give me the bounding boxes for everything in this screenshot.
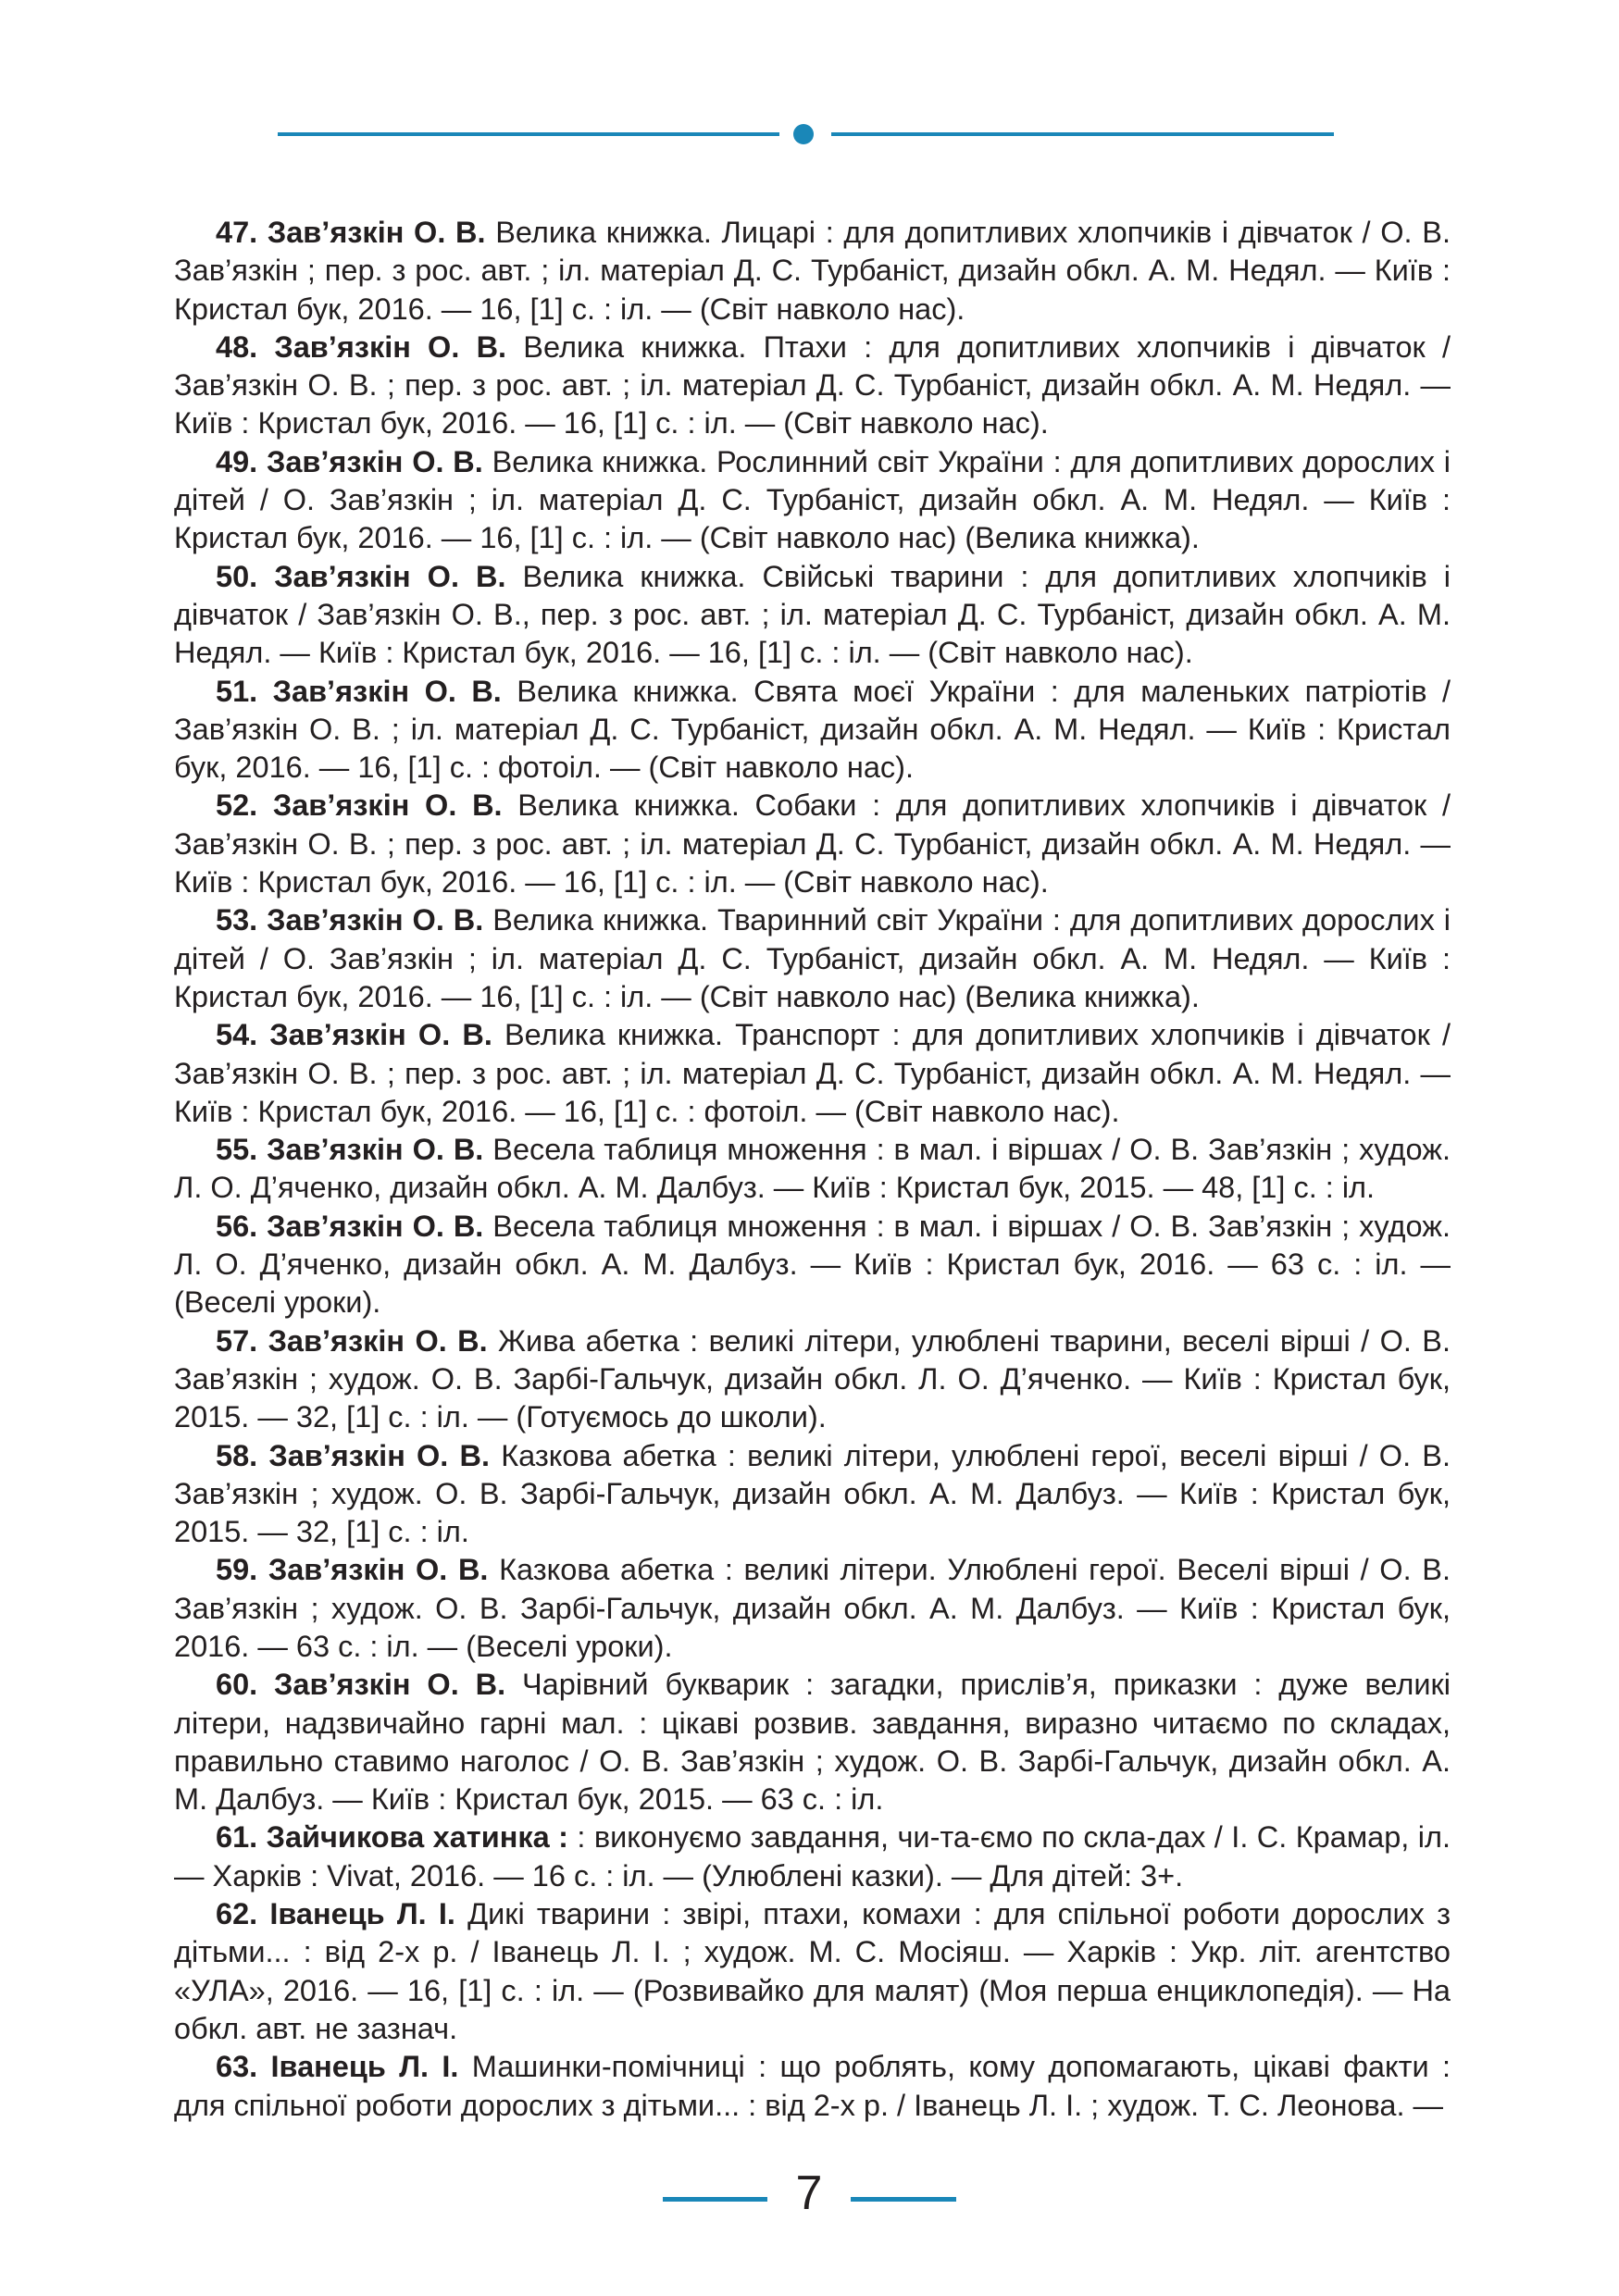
entry-text: Велика книжка. Транспорт : для допитливих хлопчиків і дівчаток / Зав’язкін О. В. ; пер. з рос. авт. ; іл. матеріал Д. С. Турбаніст, дизайн обкл. А. М. Недял. — Київ : Кристал бук, 2016. — 16, [1] с. : фотоіл. — (Світ навколо нас). — [174, 1018, 1451, 1128]
bibliography-entry — [174, 1322, 1451, 1437]
entry-text: Велика книжка. Свята моєї України : для маленьких патріотів / Зав’язкін О. В. ; іл. матеріал Д. С. Турбаніст, дизайн обкл. А. М. Недял. — Київ : Кристал бук, 2016. — 16, [1] с. : фотоіл. — (Світ навколо нас). — [174, 674, 1451, 785]
bibliography-entry — [174, 1551, 1451, 1666]
entry-heading: 47. Зав’язкін О. В. — [216, 216, 486, 249]
bibliography-entry — [174, 443, 1451, 558]
entry-text: Казкова абетка : великі літери, улюблені герої, веселі вірші / О. В. Зав’язкін ; худож. О. В. Зарбі-Гальчук, дизайн обкл. А. М. Далбуз. — Київ : Кристал бук, 2015. — 32, [1] с. : іл. — [174, 1438, 1451, 1549]
header-dot-ornament — [793, 124, 814, 144]
entry-text: Жива абетка : великі літери, улюблені тварини, веселі вірші / О. В. Зав’язкін ; худож. О. В. Зарбі-Гальчук, дизайн обкл. Л. О. Д’яченко. — Київ : Кристал бук, 2015. — 32, [1] с. : іл. — (Готуємось до школи). — [174, 1323, 1451, 1434]
entry-heading: 53. Зав’язкін О. В. — [216, 903, 484, 937]
entry-heading: 58. Зав’язкін О. В. — [216, 1438, 491, 1472]
entry-text: : виконуємо завдання, чи-та-ємо по скла-дах / І. С. Крамар, іл. — Харків : Vivat, 2016. — 16 с. : іл. — (Улюблені казки). — Для дітей: 3+. — [174, 1820, 1451, 1893]
bibliography-entry — [174, 329, 1451, 443]
entry-heading: 51. Зав’язкін О. В. — [216, 674, 502, 708]
entry-heading: 60. Зав’язкін О. В. — [216, 1668, 506, 1702]
entry-heading: 63. Іванець Л. І. — [216, 2050, 459, 2084]
entry-heading: 50. Зав’язкін О. В. — [216, 559, 506, 593]
bibliography-list — [174, 214, 1451, 2125]
entry-text: Казкова абетка : великі літери. Улюблені герої. Веселі вірші / О. В. Зав’язкін ; худож. О. В. Зарбі-Гальчук, дизайн обкл. А. М. Далбуз. — Київ : Кристал бук, 2016. — 63 с. : іл. — (Веселі уроки). — [174, 1553, 1451, 1663]
entry-text: Велика книжка. Птахи : для допитливих хлопчиків і дівчаток / Зав’язкін О. В. ; пер. з рос. авт. ; іл. матеріал Д. С. Турбаніст, дизайн обкл. А. М. Недял. — Київ : Кристал бук, 2016. — 16, [1] с. : іл. — (Світ навколо нас). — [174, 329, 1451, 441]
entry-heading: 48. Зав’язкін О. В. — [216, 329, 507, 364]
footer-rule-right — [851, 2197, 956, 2202]
bibliography-entry — [174, 2048, 1451, 2125]
bibliography-entry — [174, 1131, 1451, 1208]
entry-text: Весела таблиця множення : в мал. і віршах / О. В. Зав’язкін ; худож. Л. О. Д’яченко, дизайн обкл. А. М. Далбуз. — Київ : Кристал бук, 2015. — 48, [1] с. : іл. — [174, 1133, 1451, 1205]
entry-text: Велика книжка. Собаки : для допитливих хлопчиків і дівчаток / Зав’язкін О. В. ; пер. з рос. авт. ; іл. матеріал Д. С. Турбаніст, дизайн обкл. А. М. Недял. — Київ : Кристал бук, 2016. — 16, [1] с. : іл. — (Світ навколо нас). — [174, 788, 1451, 900]
entry-heading: 54. Зав’язкін О. В. — [216, 1018, 492, 1052]
bibliography-entry — [174, 787, 1451, 901]
bibliography-entry — [174, 1437, 1451, 1552]
entry-text: Дикі тварини : звірі, птахи, комахи : для спільної роботи дорослих з дітьми... : від 2-х р. / Іванець Л. І. ; худож. М. С. Мосіяш. — Харків : Укр. літ. агентство «УЛА», 2016. — 16, [1] с. : іл. — (Розвивайко для малят) (Моя перша енциклопедія). — На обкл. авт. не зазнач. — [174, 1897, 1451, 2045]
entry-text: Чарівний букварик : загадки, прислів’я, приказки : дуже великі літери, надзвичайно гарні мал. : цікаві розвив. завдання, виразно читаємо по складах, правильно ставимо наголос / О. В. Зав’язкін ; худож. О. В. Зарбі-Гальчук, дизайн обкл. А. М. Далбуз. — Київ : Кристал бук, 2015. — 63 с. : іл. — [174, 1668, 1451, 1817]
header-rule-right — [831, 132, 1334, 136]
entry-text: Велика книжка. Тваринний світ України : для допитливих дорослих і дітей / О. Зав’язкін ; іл. матеріал Д. С. Турбаніст, дизайн обкл. А. М. Недял. — Київ : Кристал бук, 2016. — 16, [1] с. : іл. — (Світ навколо нас) (Велика книжка). — [174, 903, 1451, 1013]
entry-heading: 62. Іванець Л. І. — [216, 1897, 455, 1931]
bibliography-entry — [174, 1016, 1451, 1131]
entry-heading: 59. Зав’язкін О. В. — [216, 1553, 489, 1587]
entry-heading: 55. Зав’язкін О. В. — [216, 1133, 484, 1167]
bibliography-entry — [174, 1818, 1451, 1895]
entry-text: Весела таблиця множення : в мал. і віршах / О. В. Зав’язкін ; худож. Л. О. Д’яченко, дизайн обкл. А. М. Далбуз. — Київ : Кристал бук, 2016. — 63 с. : іл. — (Веселі уроки). — [174, 1209, 1451, 1320]
entry-text: Велика книжка. Свійські тварини : для допитливих хлопчиків і дівчаток / Зав’язкін О. В., пер. з рос. авт. ; іл. матеріал Д. С. Турбаніст, дизайн обкл. А. М. Недял. — Київ : Кристал бук, 2016. — 16, [1] с. : іл. — (Світ навколо нас). — [174, 559, 1451, 670]
header-rule-left — [278, 132, 779, 136]
entry-heading: 52. Зав’язкін О. В. — [216, 788, 503, 823]
entry-text: Велика книжка. Лицарі : для допитливих хлопчиків і дівчаток / О. В. Зав’язкін ; пер. з рос. авт. ; іл. матеріал Д. С. Турбаніст, дизайн обкл. А. М. Недял. — Київ : Кристал бук, 2016. — 16, [1] с. : іл. — (Світ навколо нас). — [174, 216, 1451, 326]
entry-heading: 61. Зайчикова хатинка : — [216, 1820, 578, 1855]
bibliography-entry — [174, 558, 1451, 673]
footer-rule-left — [663, 2197, 767, 2202]
bibliography-entry — [174, 901, 1451, 1016]
bibliography-entry — [174, 214, 1451, 329]
entry-heading: 56. Зав’язкін О. В. — [216, 1209, 484, 1243]
bibliography-entry — [174, 673, 1451, 788]
bibliography-entry — [174, 1895, 1451, 2048]
bibliography-entry — [174, 1666, 1451, 1818]
entry-heading: 49. Зав’язкін О. В. — [216, 444, 483, 478]
bibliography-entry — [174, 1208, 1451, 1322]
entry-text: Велика книжка. Рослинний світ України : для допитливих дорослих і дітей / О. Зав’язкін ; іл. матеріал Д. С. Турбаніст, дизайн обкл. А. М. Недял. — Київ : Кристал бук, 2016. — 16, [1] с. : іл. — (Світ навколо нас) (Велика книжка). — [174, 444, 1451, 555]
page-number: 7 — [795, 2166, 823, 2220]
entry-heading: 57. Зав’язкін О. В. — [216, 1323, 488, 1358]
entry-text: Машинки-помічниці : що роблять, кому допомагають, цікаві факти : для спільної роботи дорослих з дітьми... : від 2-х р. / Іванець Л. І. ; худож. Т. С. Леонова. — — [174, 2050, 1451, 2122]
